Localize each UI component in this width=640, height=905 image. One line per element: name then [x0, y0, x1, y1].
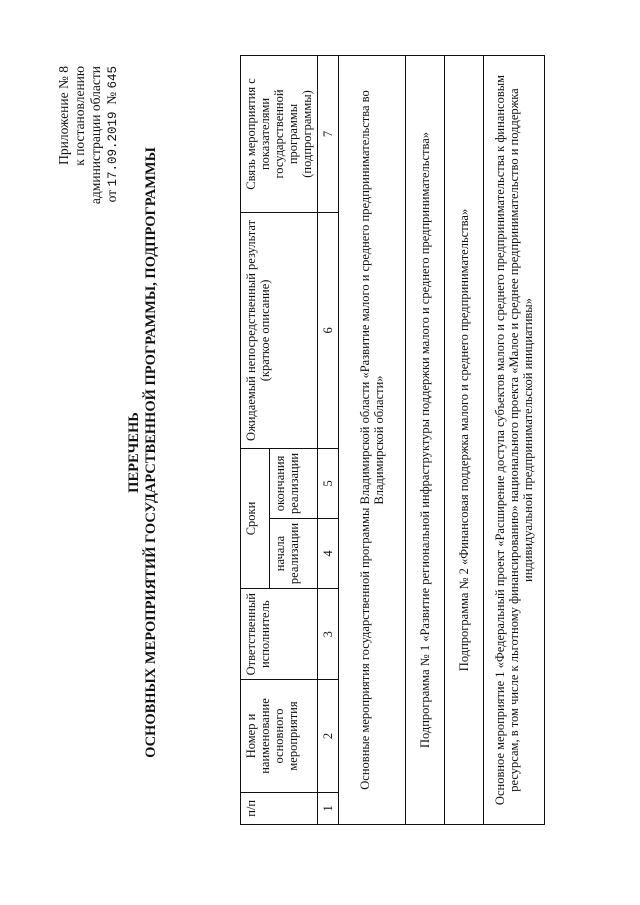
header-terms: Сроки [241, 448, 270, 588]
number-prefix: № [104, 91, 119, 105]
column-numbers-row [318, 56, 339, 825]
header-responsible: Ответственный исполнитель [241, 589, 318, 680]
table-row [445, 56, 484, 825]
table-row [339, 56, 406, 825]
subprogram-2-row: Подпрограмма № 2 «Финансовая поддержка малого и среднего предпринимательства» [445, 56, 484, 825]
decree-date: 17.09.2019 [106, 111, 120, 187]
header-name: Номер и наименование основного мероприятия [241, 680, 318, 792]
decree-number: 645 [106, 66, 120, 89]
title-line-1: ПЕРЕЧЕНЬ [126, 412, 142, 493]
col-num-4: 4 [318, 518, 339, 588]
activities-table [240, 55, 545, 825]
date-prefix: от [104, 189, 119, 203]
program-activities-row: Основные мероприятия государственной программы Владимирской области «Развитие малого и среднего предпринимательства во Владимирской области» [339, 56, 406, 825]
table-row [406, 56, 445, 825]
appendix-date-line [104, 66, 121, 204]
main-activity-1-row: Основное мероприятие 1 «Федеральный проект «Расширение доступа субъектов малого и среднего предпринимательства к финансовым ресурсам, в том числе к льготному финансированию» национального проекта «Малое и среднее предпринимательство и поддержка индивидуальной предпринимательской инициативы» [484, 56, 545, 825]
col-num-6: 6 [318, 212, 339, 448]
header-row [241, 56, 270, 825]
appendix-line-3: администрации области [88, 66, 103, 205]
appendix-line-2: к постановлению [72, 66, 87, 166]
subprogram-1-row: Подпрограмма № 1 «Развитие региональной инфраструктуры поддержки малого и среднего предпринимательства» [406, 56, 445, 825]
header-end: окончания реализации [269, 448, 317, 518]
header-result: Ожидаемый непосредственный результат (краткое описание) [241, 212, 318, 448]
title-line-2: ОСНОВНЫХ МЕРОПРИЯТИЙ ГОСУДАРСТВЕННОЙ ПРОГРАММЫ, ПОДПРОГРАММЫ [143, 147, 159, 758]
col-num-1: 1 [318, 792, 339, 824]
col-num-5: 5 [318, 448, 339, 518]
col-num-2: 2 [318, 680, 339, 792]
appendix-block [56, 66, 121, 204]
header-start: начала реализации [269, 518, 317, 588]
appendix-line-1: Приложение № 8 [56, 66, 71, 165]
col-num-3: 3 [318, 589, 339, 680]
table-row [484, 56, 545, 825]
header-link: Связь мероприятия с показателями государственной программы (подпрограммы) [241, 56, 318, 213]
col-num-7: 7 [318, 56, 339, 213]
header-pp: п/п [241, 792, 318, 824]
